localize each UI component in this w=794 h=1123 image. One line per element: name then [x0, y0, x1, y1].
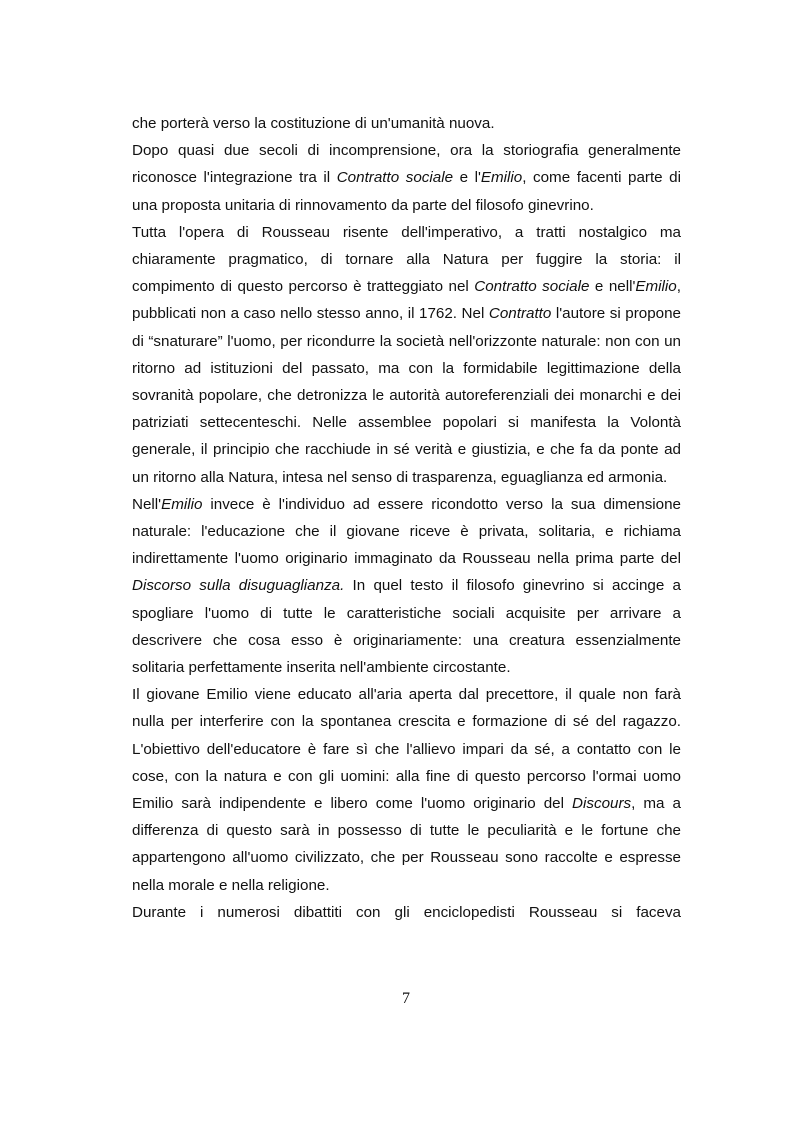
italic-text-run: Discours [572, 795, 632, 813]
paragraph [132, 219, 681, 491]
text-run: Tutta l'opera di Rousseau risente dell'imperativo, a tratti nostalgico ma chiaramente pragmatico, di tornare alla Natura per fuggire la storia: il compimento di questo percorso è tratteggiato nel [132, 223, 681, 296]
text-run: invece è l'individuo ad essere ricondotto verso la sua dimensione naturale: l'educazione che il giovane riceve è privata, solitaria, e richiama indirettamente l'uomo originario immaginato da Rousseau nella prima parte del [132, 495, 681, 568]
body-text [132, 110, 681, 926]
paragraph [132, 110, 681, 137]
text-run: , pubblicati non a caso nello stesso anno, il 1762. Nel [132, 278, 681, 323]
paragraph [132, 899, 681, 926]
text-run: Dopo quasi due secoli di incomprensione, ora la storiografia generalmente riconosce l'integrazione tra il [132, 142, 681, 187]
italic-text-run: Emilio [480, 169, 523, 187]
text-run: , come facenti parte di una proposta unitaria di rinnovamento da parte del filosofo ginevrino. [132, 169, 682, 214]
italic-text-run: Discorso sulla disuguaglianza. [132, 577, 345, 595]
text-run: , ma a differenza di questo sarà in possesso di tutte le peculiarità e le fortune che appartengono all'uomo civilizzato, che per Rousseau sono raccolte e espresse nella morale e nella religione. [132, 795, 681, 894]
text-run: che porterà verso la costituzione di un'umanità nuova. [132, 115, 495, 132]
text-run: Durante i numerosi dibattiti con gli enciclopedisti Rousseau si faceva [132, 903, 681, 921]
italic-text-run: Contratto [488, 305, 552, 323]
text-run: e nell' [589, 278, 636, 296]
page-number: 7 [402, 990, 410, 1007]
italic-text-run: Contratto sociale [336, 169, 454, 187]
italic-text-run: Contratto sociale [474, 278, 590, 296]
text-run: Nell' [132, 495, 162, 513]
paragraph [132, 681, 681, 899]
italic-text-run: Emilio [161, 495, 203, 513]
text-run: Il giovane Emilio viene educato all'aria aperta dal precettore, il quale non farà nulla per interferire con la spontanea crescita e formazione di sé del ragazzo. L'obiettivo dell'educatore è fare sì che l'allievo impari da sé, a contatto con le cose, con la natura e con gli uomini: alla fine di questo percorso l'ormai uomo Emilio sarà indipendente e libero come l'uomo originario del [132, 686, 681, 813]
paragraph [132, 137, 681, 219]
text-run: e l' [453, 169, 481, 187]
italic-text-run: Emilio [635, 278, 677, 296]
text-run: l'autore si propone di “snaturare” l'uomo, per ricondurre la società nell'orizzonte naturale: non con un ritorno ad istituzioni del passato, ma con la formidabile legittimazione della sovranità popolare, che detronizza le autorità autoreferenziali dei monarchi e dei patriziati settecenteschi. Nelle assemblee popolari si manifesta la Volontà generale, il principio che racchiude in sé verità e giustizia, e che fa da ponte ad un ritorno alla Natura, intesa nel senso di trasparenza, eguaglianza ed armonia. [132, 305, 681, 486]
paragraph [132, 491, 681, 681]
text-run: In quel testo il filosofo ginevrino si accinge a spogliare l'uomo di tutte le caratteristiche sociali acquisite per arrivare a descrivere che cosa esso è originariamente: una creatura essenzialmente solitaria perfettamente inserita nell'ambiente circostante. [132, 577, 681, 677]
